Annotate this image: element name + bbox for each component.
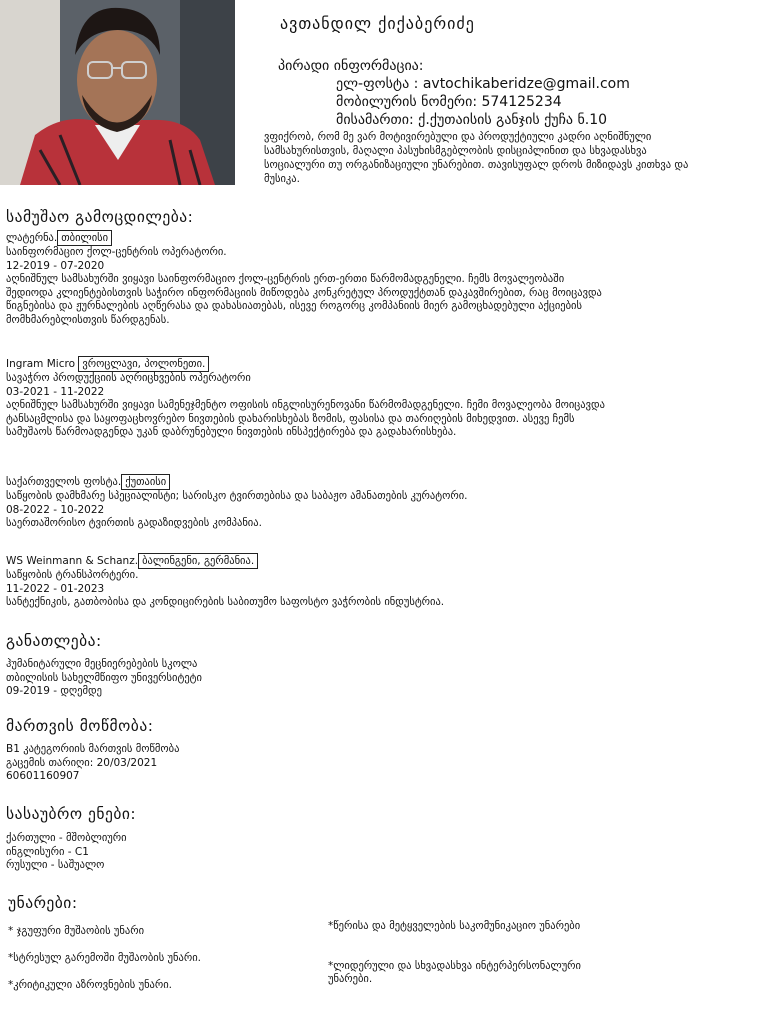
full-name: ავთანდილ ქიქაბერიძე (280, 14, 475, 33)
education-university: თბილისის სახელმწიფო უნივერსიტეტი (6, 671, 202, 684)
personal-info (278, 57, 630, 129)
personal-info-heading: პირადი ინფორმაცია: (278, 58, 424, 74)
job-location: თბილისი (57, 230, 112, 246)
license-heading: მართვის მოწმობა: (6, 717, 154, 735)
profile-photo (0, 0, 235, 185)
license-issue-date: გაცემის თარიღი: 20/03/2021 (6, 756, 158, 769)
job-role: საწყობის ტრანსპორტერი. (6, 569, 139, 581)
job-role: საწყობის დამხმარე სპეციალისტი; სარისკო ტვირთებისა და საბაჟო ამანათების კურატორი. (6, 490, 468, 502)
license-category: B1 კატეგორიის მართვის მოწმობა (6, 743, 180, 755)
job-dates: 11-2022 - 01-2023 (6, 582, 105, 595)
skill-item: * ჯგუფური მუშაობის უნარი (8, 925, 145, 937)
language-item: ინგლისური - C1 (6, 845, 89, 858)
job-company: ლატერნა. (6, 232, 58, 244)
skill-item: *კრიტიკული აზროვნების უნარი. (8, 979, 173, 991)
job-description: სანტექნიკის, გათბობისა და კონდიცირების საბითუმო საფოსტო ვაჭრობის ინდუსტრია. (6, 596, 445, 608)
job-location: ბალინგენი, გერმანია. (138, 553, 258, 569)
job-role: საინფორმაციო ქოლ-ცენტრის ოპერატორი. (6, 246, 227, 258)
job-entry (6, 553, 606, 610)
job-description: საერთაშორისო ტვირთის გადაზიდვების კომპანია. (6, 517, 262, 529)
languages-heading: სასაუბრო ენები: (6, 805, 137, 823)
job-description: აღნიშნულ სამსახურში ვიყავი სამენეჯმენტო ოფისის ინგლისურენოვანი წარმომადგენელი. ჩემი მოვალეობა მოიცავდა ტანსაცმლისა და საყოფაცხოვრებო ნივთების დახარისხებას ზომის, ფასისა და თარიღების მიხედვით. ასევე ჩემს სამუშაოს წარმოადგენდა უკან დაბრუნებული ნივთების ინსპექტირება და გადახარისხება. (6, 399, 605, 438)
license-details (6, 743, 179, 784)
email: ელ-ფოსტა : avtochikaberidze@gmail.com (336, 76, 630, 92)
language-item: რუსული - საშუალო (6, 859, 105, 871)
job-dates: 12-2019 - 07-2020 (6, 259, 105, 272)
job-company: საქართველოს ფოსტა. (6, 476, 122, 488)
job-entry (6, 356, 606, 440)
phone: მობილურის ნომერი: 574125234 (336, 94, 562, 110)
education-dates: 09-2019 - დღემდე (6, 685, 102, 697)
skills-left (8, 925, 308, 992)
experience-heading: სამუშაო გამოცდილება: (6, 208, 194, 226)
address: მისამართი: ქ.ქუთაისის განჯის ქუჩა ნ.10 (336, 112, 608, 128)
education-school: ჰუმანიტარული მეცნიერებების სკოლა (6, 658, 198, 670)
education-heading: განათლება: (6, 632, 102, 650)
job-location: ქუთაისი (121, 474, 170, 490)
skills-right (328, 920, 608, 986)
languages-list (6, 832, 127, 873)
job-company: Ingram Micro (6, 358, 75, 370)
job-location: ვროცლავი, პოლონეთი. (78, 356, 209, 372)
job-entry (6, 230, 606, 327)
license-number: 60601160907 (6, 770, 80, 782)
job-role: სავაჭრო პროდუქციის აღრიცხვების ოპერატორი (6, 372, 251, 384)
job-entry (6, 474, 606, 531)
job-dates: 03-2021 - 11-2022 (6, 385, 105, 398)
skills-heading: უნარები: (8, 894, 78, 912)
education-details (6, 658, 202, 699)
skill-item: *ლიდერული და სხვადასხვა ინტერპერსონალური უნარები. (328, 960, 581, 985)
language-item: ქართული - მშობლიური (6, 832, 127, 844)
job-company: WS Weinmann & Schanz. (6, 555, 139, 567)
job-description: აღნიშნულ სამსახურში ვიყავი საინფორმაციო ქოლ-ცენტრის ერთ-ერთი წარმომადგენელი. ჩემს მოვალეობაში შედიოდა კლიენტებისთვის საჭირო ინფორმაციის მიწოდება კონკრეტულ პროდუქტთან დაკავშირებით, რაც მოიცავდა წიგნებისა და ჟურნალების აღწერასა და დახასიათებას, ისევე როგორც კომპანიის მიერ გამოცხადებული აქციების მომხმარებლისთვის წარდგენას. (6, 273, 602, 326)
skill-item: *წერისა და მეტყველების საკომუნიკაციო უნარები (328, 920, 581, 932)
job-dates: 08-2022 - 10-2022 (6, 503, 105, 516)
skill-item: *სტრესულ გარემოში მუშაობის უნარი. (8, 952, 201, 964)
summary: ვფიქრობ, რომ მე ვარ მოტივირებული და პროდუქტიული კადრი აღნიშნული სამსახურისთვის, მაღალი პასუხისმგებლობის დისციპლინით და სხვადასხვა სოციალური თუ ორგანიზაციული უნარებით. თავისუფალ დროს მიზიდავს კითხვა და მუსიკა. (264, 131, 689, 185)
